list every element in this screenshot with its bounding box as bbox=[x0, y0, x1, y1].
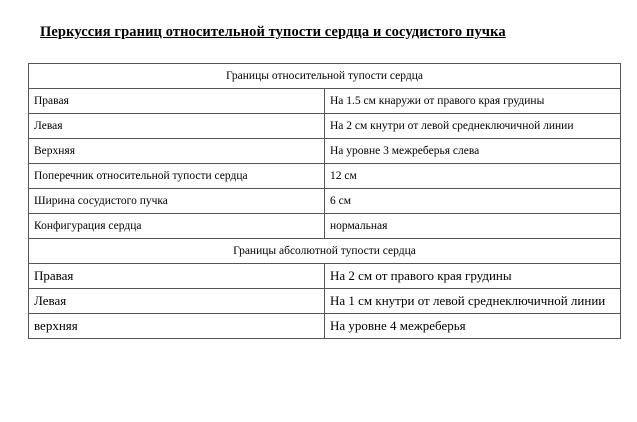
row-label: Левая bbox=[29, 114, 325, 139]
row-value: 6 см bbox=[325, 189, 621, 214]
row-label: Верхняя bbox=[29, 139, 325, 164]
absolute-dullness-header: Границы абсолютной тупости сердца bbox=[29, 239, 621, 264]
relative-dullness-header: Границы относительной тупости сердца bbox=[29, 64, 621, 89]
row-label: Правая bbox=[29, 264, 325, 289]
row-value: 12 см bbox=[325, 164, 621, 189]
row-value: На уровне 3 межреберья слева bbox=[325, 139, 621, 164]
row-label: Правая bbox=[29, 89, 325, 114]
section-header-row bbox=[29, 64, 621, 89]
table-row bbox=[29, 114, 621, 139]
row-label: Поперечник относительной тупости сердца bbox=[29, 164, 325, 189]
row-value: На 1.5 см кнаружи от правого края грудины bbox=[325, 89, 621, 114]
table-row bbox=[29, 264, 621, 289]
row-label: Конфигурация сердца bbox=[29, 214, 325, 239]
percussion-table bbox=[28, 63, 621, 339]
row-value: нормальная bbox=[325, 214, 621, 239]
document-title: Перкуссия границ относительной тупости сердца и сосудистого пучка bbox=[40, 24, 506, 40]
table-row bbox=[29, 289, 621, 314]
row-value: На 2 см от правого края грудины bbox=[325, 264, 621, 289]
row-value: На уровне 4 межреберья bbox=[325, 314, 621, 339]
table-row bbox=[29, 189, 621, 214]
table-row bbox=[29, 214, 621, 239]
section-header-row bbox=[29, 239, 621, 264]
table-row bbox=[29, 164, 621, 189]
table-row bbox=[29, 89, 621, 114]
row-label: верхняя bbox=[29, 314, 325, 339]
row-value: На 2 см кнутри от левой среднеключичной линии bbox=[325, 114, 621, 139]
row-label: Ширина сосудистого пучка bbox=[29, 189, 325, 214]
row-value: На 1 см кнутри от левой среднеключичной линии bbox=[325, 289, 621, 314]
row-label: Левая bbox=[29, 289, 325, 314]
table-row bbox=[29, 139, 621, 164]
table-row bbox=[29, 314, 621, 339]
